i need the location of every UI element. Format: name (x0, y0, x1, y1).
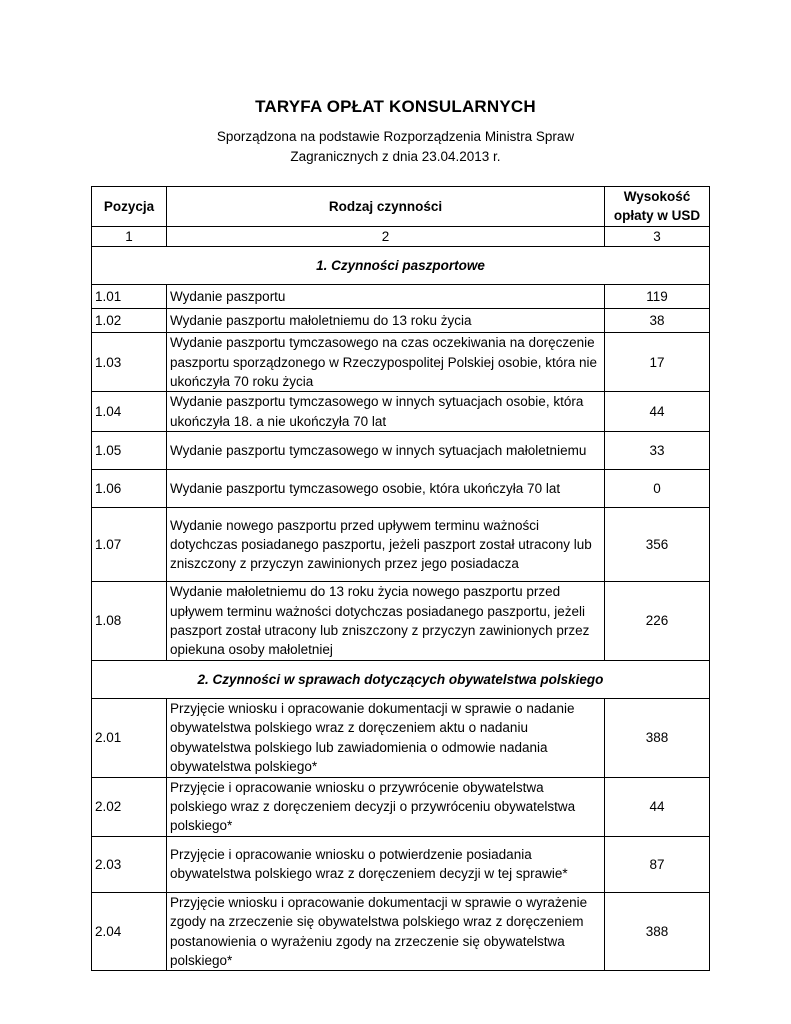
row-position: 2.02 (92, 777, 167, 836)
table-row (92, 836, 710, 892)
header-row (92, 187, 710, 227)
row-fee: 388 (605, 892, 710, 971)
row-position: 2.03 (92, 836, 167, 892)
row-position: 1.07 (92, 508, 167, 582)
row-position: 1.01 (92, 285, 167, 309)
row-activity: Przyjęcie wniosku i opracowanie dokumentacji w sprawie o wyrażenie zgody na zrzeczenie się obywatelstwa polskiego wraz z doręczeniem postanowienia o wyrażeniu zgody na zrzeczenie się obywatelstwa polskiego* (167, 892, 605, 971)
table-row (92, 892, 710, 971)
table-row (92, 777, 710, 836)
header-fee-line-2: opłaty w USD (613, 208, 701, 224)
row-activity: Przyjęcie i opracowanie wniosku o przywrócenie obywatelstwa polskiego wraz z doręczeniem decyzji o przywróceniu obywatelstwa polskiego* (167, 777, 605, 836)
table-row (92, 508, 710, 582)
row-fee: 17 (605, 333, 710, 392)
row-fee: 388 (605, 698, 710, 777)
header-position: Pozycja (92, 187, 167, 227)
row-fee: 38 (605, 309, 710, 333)
column-number-1: 1 (92, 226, 167, 246)
row-position: 1.08 (92, 582, 167, 661)
section-title-1: 1. Czynności paszportowe (92, 247, 710, 285)
subtitle-line-1: Sporządzona na podstawie Rozporządzenia Ministra Spraw (216, 129, 575, 144)
document-subtitle (0, 127, 791, 167)
row-fee: 226 (605, 582, 710, 661)
section-title-2: 2. Czynności w sprawach dotyczących obywatelstwa polskiego (92, 660, 710, 698)
row-activity: Wydanie paszportu tymczasowego w innych sytuacjach małoletniemu (167, 432, 605, 470)
row-position: 1.06 (92, 470, 167, 508)
row-fee: 44 (605, 777, 710, 836)
table-row (92, 309, 710, 333)
row-position: 2.01 (92, 698, 167, 777)
row-fee: 356 (605, 508, 710, 582)
column-number-row (92, 226, 710, 246)
row-fee: 0 (605, 470, 710, 508)
table-row (92, 285, 710, 309)
row-position: 2.04 (92, 892, 167, 971)
fee-table (91, 186, 710, 971)
header-activity: Rodzaj czynności (167, 187, 605, 227)
row-activity: Przyjęcie wniosku i opracowanie dokumentacji w sprawie o nadanie obywatelstwa polskiego wraz z doręczeniem aktu o nadaniu obywatelstwa polskiego lub zawiadomienia o odmowie nadania obywatelstwa polskiego* (167, 698, 605, 777)
column-number-2: 2 (167, 226, 605, 246)
row-fee: 33 (605, 432, 710, 470)
row-fee: 87 (605, 836, 710, 892)
subtitle-line-2: Zagranicznych z dnia 23.04.2013 r. (290, 149, 501, 164)
table-row (92, 698, 710, 777)
row-activity: Przyjęcie i opracowanie wniosku o potwierdzenie posiadania obywatelstwa polskiego wraz z doręczeniem decyzji w tej sprawie* (167, 836, 605, 892)
row-activity: Wydanie paszportu (167, 285, 605, 309)
table-row (92, 470, 710, 508)
row-activity: Wydanie paszportu małoletniemu do 13 roku życia (167, 309, 605, 333)
row-activity: Wydanie małoletniemu do 13 roku życia nowego paszportu przed upływem terminu ważności dotychczas posiadanego paszportu, jeżeli paszport został utracony lub zniszczony z przyczyn zawinionych przez opiekuna osoby małoletniej (167, 582, 605, 661)
table-row (92, 333, 710, 392)
section-row (92, 660, 710, 698)
row-position: 1.02 (92, 309, 167, 333)
row-activity: Wydanie paszportu tymczasowego osobie, która ukończyła 70 lat (167, 470, 605, 508)
row-fee: 44 (605, 392, 710, 432)
column-number-3: 3 (605, 226, 710, 246)
row-position: 1.03 (92, 333, 167, 392)
header-fee-line-1: Wysokość (623, 189, 691, 204)
row-activity: Wydanie nowego paszportu przed upływem terminu ważności dotychczas posiadanego paszportu, jeżeli paszport został utracony lub zniszczony z przyczyn zawinionych przez jego posiadacza (167, 508, 605, 582)
header-fee (605, 187, 710, 227)
row-position: 1.05 (92, 432, 167, 470)
table-row (92, 582, 710, 661)
row-position: 1.04 (92, 392, 167, 432)
row-activity: Wydanie paszportu tymczasowego na czas oczekiwania na doręczenie paszportu sporządzonego w Rzeczypospolitej Polskiej osobie, która nie ukończyła 70 roku życia (167, 333, 605, 392)
document-title: TARYFA OPŁAT KONSULARNYCH (255, 97, 536, 116)
row-fee: 119 (605, 285, 710, 309)
table-row (92, 392, 710, 432)
row-activity: Wydanie paszportu tymczasowego w innych sytuacjach osobie, która ukończyła 18. a nie ukończyła 70 lat (167, 392, 605, 432)
section-row (92, 247, 710, 285)
table-row (92, 432, 710, 470)
